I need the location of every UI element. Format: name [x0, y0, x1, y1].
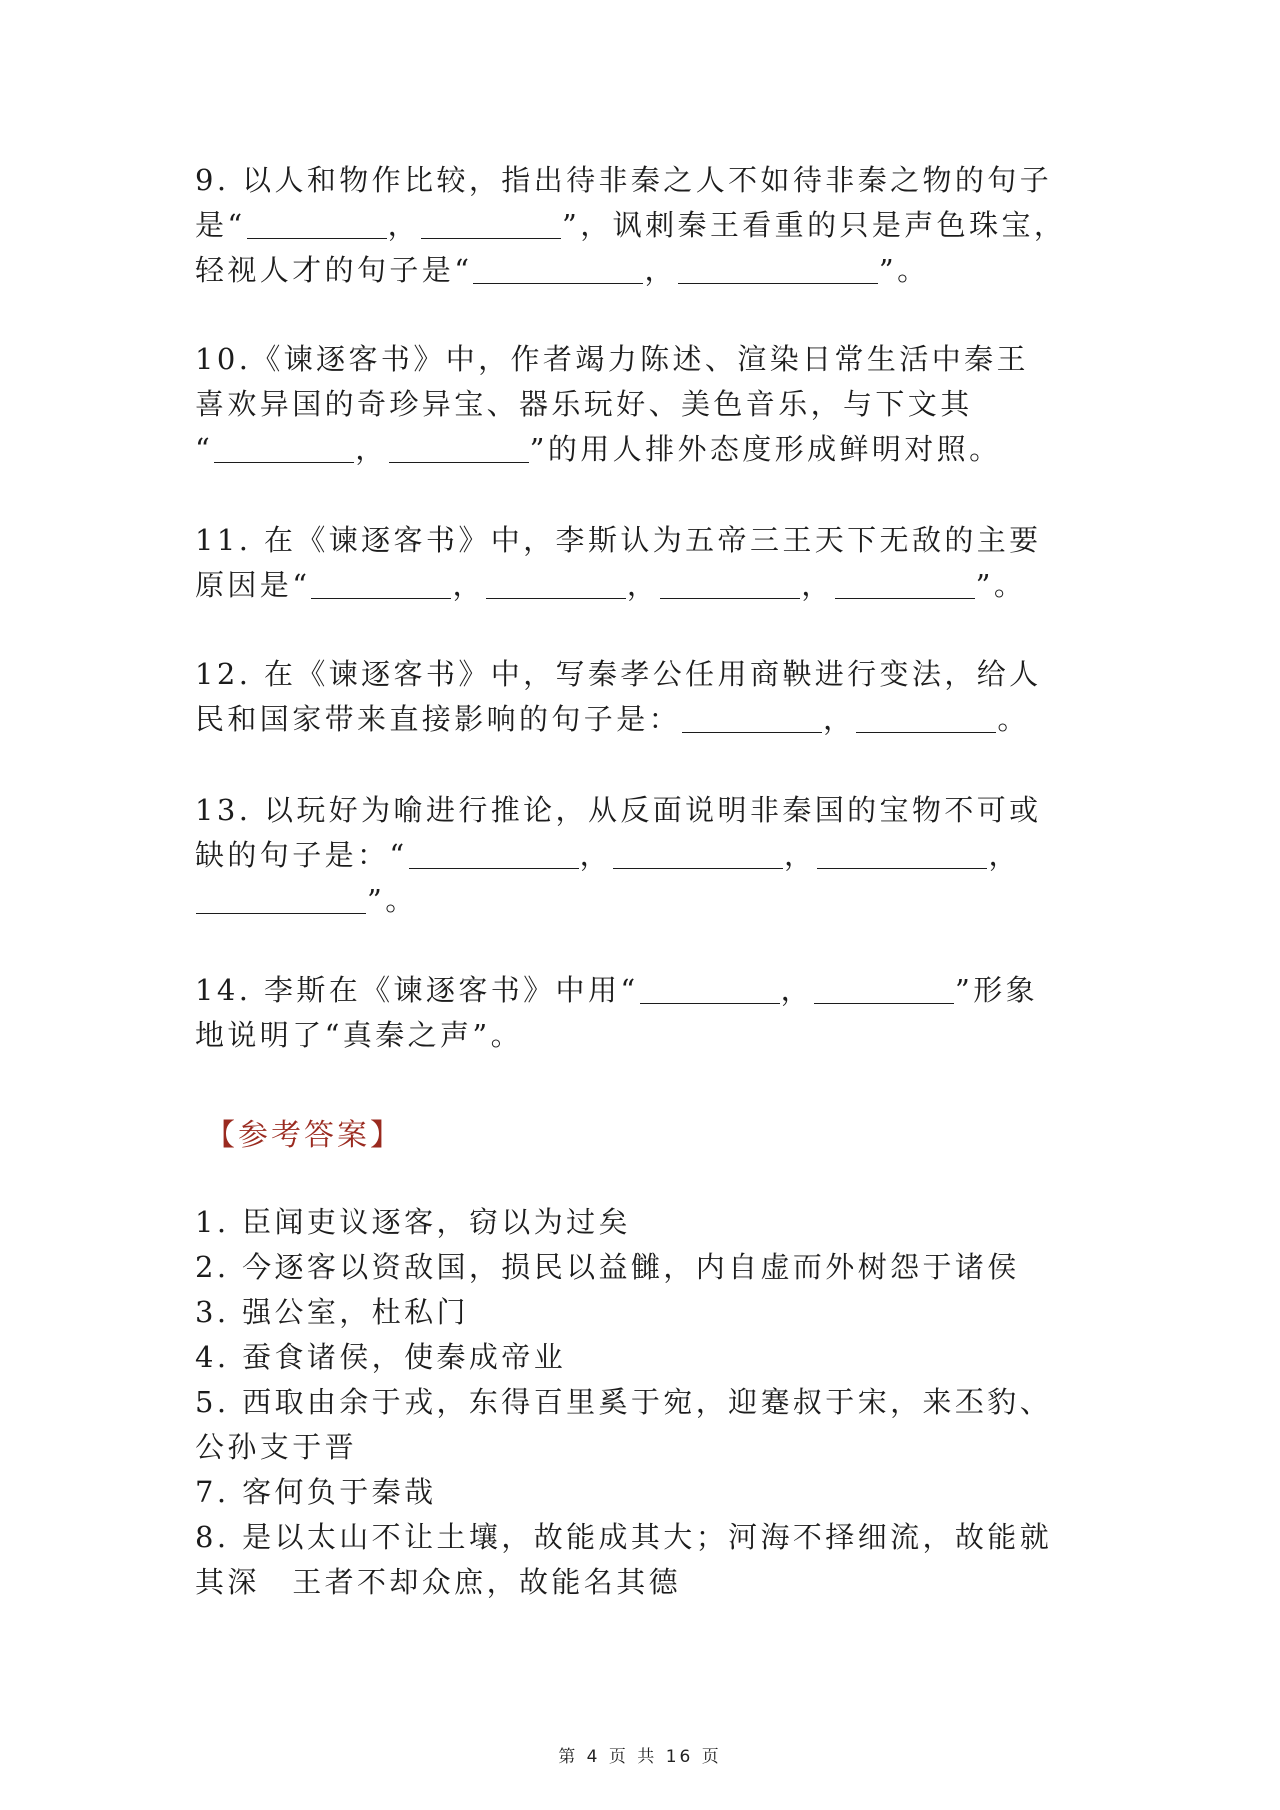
- question-13-line-3: ”。: [195, 878, 1105, 923]
- answer-blank[interactable]: [214, 434, 354, 463]
- answer-item: 2. 今逐客以资敌国，损民以益雠，内自虚而外树怨于诸侯: [195, 1250, 1020, 1284]
- question-14: [195, 968, 1105, 1058]
- question-14-line-2: 地说明了“真秦之声”。: [195, 1018, 524, 1052]
- question-13: [195, 788, 1105, 923]
- answer-blank[interactable]: [856, 704, 996, 733]
- question-9-line-3: 轻视人才的句子是“ ， ”。: [195, 253, 930, 287]
- question-14-line-1: 14. 李斯在《谏逐客书》中用“ ， ”形象: [195, 973, 1039, 1007]
- question-12: [195, 652, 1105, 742]
- question-9: [195, 158, 1105, 293]
- question-12-line-1: 12. 在《谏逐客书》中，写秦孝公任用商鞅进行变法，给人: [195, 657, 1042, 691]
- answer-item: 1. 臣闻吏议逐客，窃以为过矣: [195, 1205, 631, 1239]
- question-10-line-1: 10.《谏逐客书》中，作者竭力陈述、渲染日常生活中秦王: [195, 342, 1029, 376]
- question-13-line-2: 缺的句子是：“ ， ， ，: [195, 838, 1021, 872]
- answers-list: [195, 1200, 1125, 1605]
- question-11-line-2: 原因是“ ， ， ， ”。: [195, 568, 1027, 602]
- answer-blank[interactable]: [835, 570, 975, 599]
- answer-blank[interactable]: [682, 704, 822, 733]
- question-9-line-1: 9. 以人和物作比较，指出待非秦之人不如待非秦之物的句子: [195, 163, 1053, 197]
- question-9-line-2: 是“ ， ”，讽刺秦王看重的只是声色珠宝，: [195, 208, 1067, 242]
- answer-blank[interactable]: [421, 210, 561, 239]
- answer-blank[interactable]: [613, 840, 783, 869]
- answer-blank[interactable]: [640, 975, 780, 1004]
- answer-blank[interactable]: [486, 570, 626, 599]
- answer-item: 其深 王者不却众庶，故能名其德: [195, 1565, 682, 1599]
- question-12-line-2: 民和国家带来直接影响的句子是： ， 。: [195, 702, 1030, 736]
- question-13-line-1: 13. 以玩好为喻进行推论，从反面说明非秦国的宝物不可或: [195, 793, 1042, 827]
- answer-item: 5. 西取由余于戎，东得百里奚于宛，迎蹇叔于宋，来丕豹、: [195, 1385, 1053, 1419]
- question-10: [195, 337, 1105, 472]
- answer-blank[interactable]: [660, 570, 800, 599]
- answer-blank[interactable]: [247, 210, 387, 239]
- question-10-line-2: 喜欢异国的奇珍异宝、器乐玩好、美色音乐，与下文其: [195, 387, 973, 421]
- answer-blank[interactable]: [196, 885, 366, 914]
- answer-item: 3. 强公室，杜私门: [195, 1295, 469, 1329]
- page-footer: 第 4 页 共 16 页: [558, 1747, 722, 1767]
- answer-blank[interactable]: [311, 570, 451, 599]
- question-11-line-1: 11. 在《谏逐客书》中，李斯认为五帝三王天下无敌的主要: [195, 523, 1042, 557]
- answers-heading: 【参考答案】: [205, 1118, 403, 1153]
- answer-item: 4. 蚕食诸侯，使秦成帝业: [195, 1340, 567, 1374]
- question-11: [195, 518, 1105, 608]
- answer-blank[interactable]: [409, 840, 579, 869]
- question-10-line-3: “ ， ”的用人排外态度形成鲜明对照。: [195, 432, 1002, 466]
- answer-item: 公孙支于晋: [195, 1430, 358, 1464]
- answer-blank[interactable]: [814, 975, 954, 1004]
- answer-item: 8. 是以太山不让土壤，故能成其大；河海不择细流，故能就: [195, 1520, 1053, 1554]
- answer-blank[interactable]: [678, 255, 878, 284]
- answer-blank[interactable]: [389, 434, 529, 463]
- answer-blank[interactable]: [817, 840, 987, 869]
- answer-blank[interactable]: [473, 255, 643, 284]
- answer-item: 7. 客何负于秦哉: [195, 1475, 437, 1509]
